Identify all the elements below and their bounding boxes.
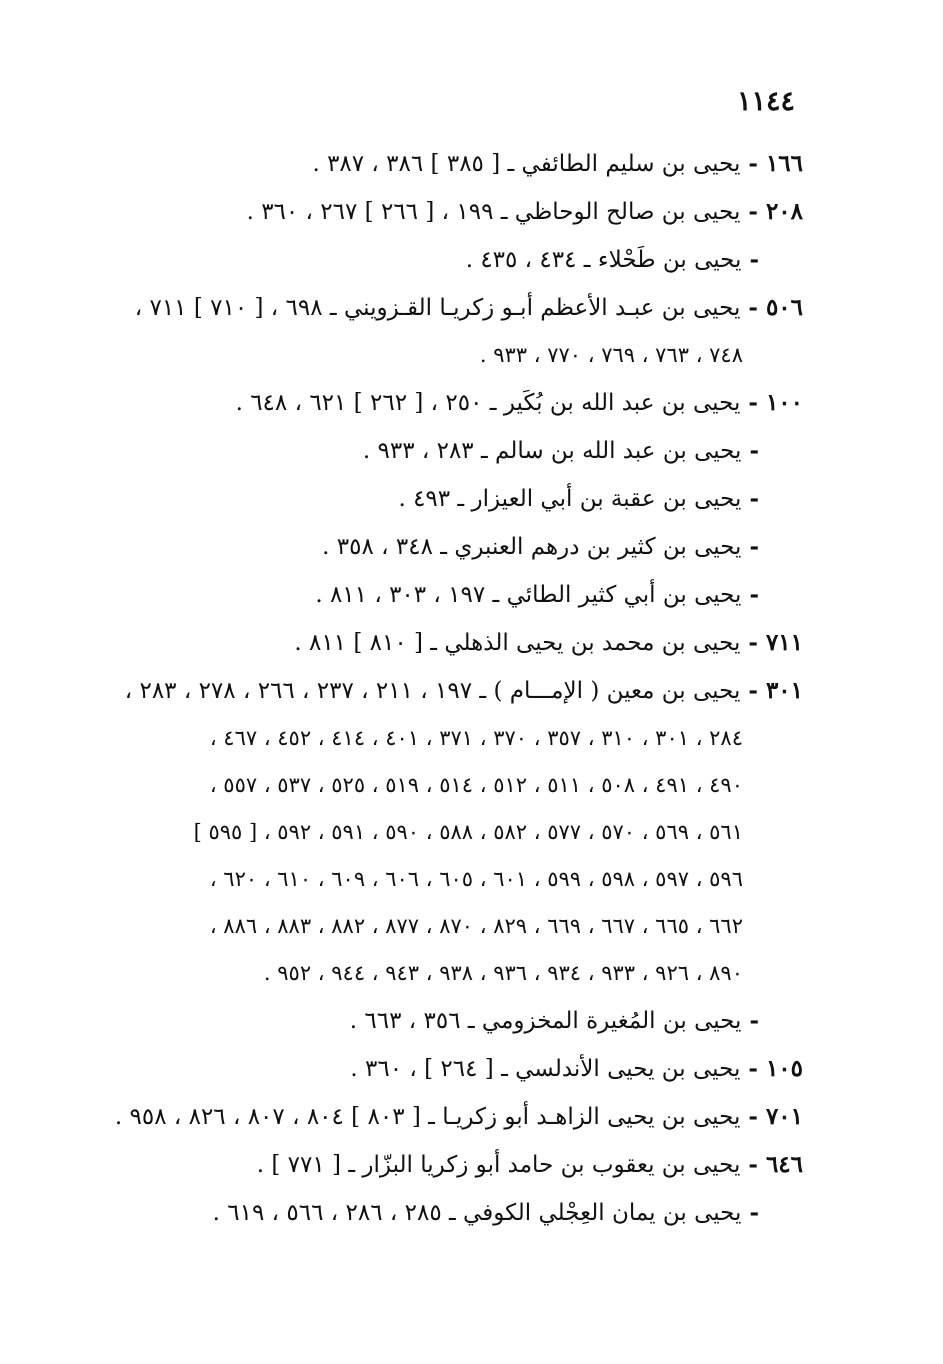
entry-number: - (741, 246, 759, 273)
index-entries (103, 140, 803, 1237)
entry-number: ١٠٠ - (740, 389, 803, 416)
index-entry (103, 379, 803, 427)
entry-continuation: ٥٦١ ، ٥٦٩ ، ٥٧٠ ، ٥٧٧ ، ٥٨٢ ، ٥٨٨ ، ٥٩٠ ، ٥٩١ ، ٥٩٢ ، [ ٥٩٥ ] (193, 820, 743, 844)
entry-text: يحيى بن عقبة بن أبي العيزار ـ ٤٩٣ . (398, 486, 742, 512)
entry-number: ٦٤٦ - (740, 1151, 803, 1178)
index-entry (103, 523, 803, 571)
index-entry (103, 475, 803, 523)
entry-text: يحيى بن المُغيرة المخزومي ـ ٣٥٦ ، ٦٦٣ . (349, 1008, 742, 1034)
entry-continuation: ٢٨٤ ، ٣٠١ ، ٣١٠ ، ٣٥٧ ، ٣٧٠ ، ٣٧١ ، ٤٠١ ، ٤١٤ ، ٤٥٢ ، ٤٦٧ ، (209, 726, 743, 750)
entry-continuation: ٨٩٠ ، ٩٢٦ ، ٩٣٣ ، ٩٣٤ ، ٩٣٦ ، ٩٣٨ ، ٩٤٣ ، ٩٤٤ ، ٩٥٢ . (263, 961, 743, 985)
entry-text: يحيى بن يعقوب بن حامد أبو زكريا البزّار ـ [ ٧٧١ ] . (256, 1152, 741, 1178)
entry-text: يحيى بن عبد الله بن سالم ـ ٢٨٣ ، ٩٣٣ . (362, 438, 742, 464)
entry-number: - (741, 1199, 759, 1226)
index-entry (103, 997, 803, 1045)
entry-continuation: ٥٩٦ ، ٥٩٧ ، ٥٩٨ ، ٥٩٩ ، ٦٠١ ، ٦٠٥ ، ٦٠٦ ، ٦٠٩ ، ٦١٠ ، ٦٢٠ ، (209, 867, 743, 891)
entry-text: يحيى بن معين ( الإمـــام ) ـ ١٩٧ ، ٢١١ ، ٢٣٧ ، ٢٦٦ ، ٢٧٨ ، ٢٨٣ ، (124, 678, 741, 704)
entry-continuation: ٦٦٢ ، ٦٦٥ ، ٦٦٧ ، ٦٦٩ ، ٨٢٩ ، ٨٧٠ ، ٨٧٧ ، ٨٨٢ ، ٨٨٣ ، ٨٨٦ ، (209, 914, 743, 938)
index-entry (103, 1093, 803, 1141)
index-entry (103, 571, 803, 619)
entry-number: ٧٠١ - (740, 1103, 803, 1130)
entry-number: - (741, 581, 759, 608)
entry-number: - (741, 485, 759, 512)
index-entry (103, 188, 803, 236)
index-entry (103, 619, 803, 667)
index-entry (103, 140, 803, 188)
entry-number: - (741, 533, 759, 560)
index-entry (103, 284, 803, 332)
entry-text: يحيى بن يحيى الأندلسي ـ [ ٢٦٤ ] ، ٣٦٠ . (350, 1056, 741, 1082)
entry-number: ٥٠٦ - (740, 294, 803, 321)
entry-text: يحيى بن يمان العِجْلي الكوفي ـ ٢٨٥ ، ٢٨٦ ، ٥٦٦ ، ٦١٩ . (212, 1200, 742, 1226)
entry-text: يحيى بن كثير بن درهم العنبري ـ ٣٤٨ ، ٣٥٨ . (322, 534, 742, 560)
index-entry (103, 1045, 803, 1093)
entry-text: يحيى بن يحيى الزاهـد أبو زكريـا ـ [ ٨٠٣ ] ٨٠٤ ، ٨٠٧ ، ٨٢٦ ، ٩٥٨ . (114, 1104, 741, 1130)
entry-number: ٢٠٨ - (740, 198, 803, 225)
page-number: ١١٤٤ (736, 86, 795, 117)
entry-number: - (741, 437, 759, 464)
index-entry (103, 427, 803, 475)
entry-continuation: ٤٩٠ ، ٤٩١ ، ٥٠٨ ، ٥١١ ، ٥١٢ ، ٥١٤ ، ٥١٩ ، ٥٢٥ ، ٥٣٧ ، ٥٥٧ ، (209, 773, 743, 797)
entry-number: ٣٠١ - (740, 677, 803, 704)
entry-number: ٧١١ - (740, 629, 803, 656)
entry-text: يحيى بن محمد بن يحيى الذهلي ـ [ ٨١٠ ] ٨١١ . (294, 630, 741, 656)
index-entry (103, 1189, 803, 1237)
entry-text: يحيى بن صالح الوحاظي ـ ١٩٩ ، [ ٢٦٦ ] ٢٦٧ ، ٣٦٠ . (246, 199, 741, 225)
index-entry (103, 236, 803, 284)
entry-continuation: ٧٤٨ ، ٧٦٣ ، ٧٦٩ ، ٧٧٠ ، ٩٣٣ . (479, 343, 743, 367)
entry-number: - (741, 1007, 759, 1034)
index-entry (103, 1141, 803, 1189)
entry-text: يحيى بن عبـد الأعظم أبـو زكريـا القـزويني ـ ٦٩٨ ، [ ٧١٠ ] ٧١١ ، (134, 295, 741, 321)
entry-text: يحيى بن طَحْلاء ـ ٤٣٤ ، ٤٣٥ . (465, 247, 742, 273)
entry-number: ١٦٦ - (740, 150, 803, 177)
index-entry (103, 667, 803, 715)
entry-text: يحيى بن أبي كثير الطائي ـ ١٩٧ ، ٣٠٣ ، ٨١١ . (315, 582, 742, 608)
entry-text: يحيى بن عبد الله بن بُكَير ـ ٢٥٠ ، [ ٢٦٢ ] ٦٢١ ، ٦٤٨ . (235, 390, 741, 416)
entry-text: يحيى بن سليم الطائفي ـ [ ٣٨٥ ] ٣٨٦ ، ٣٨٧ . (312, 151, 741, 177)
entry-number: ١٠٥ - (740, 1055, 803, 1082)
